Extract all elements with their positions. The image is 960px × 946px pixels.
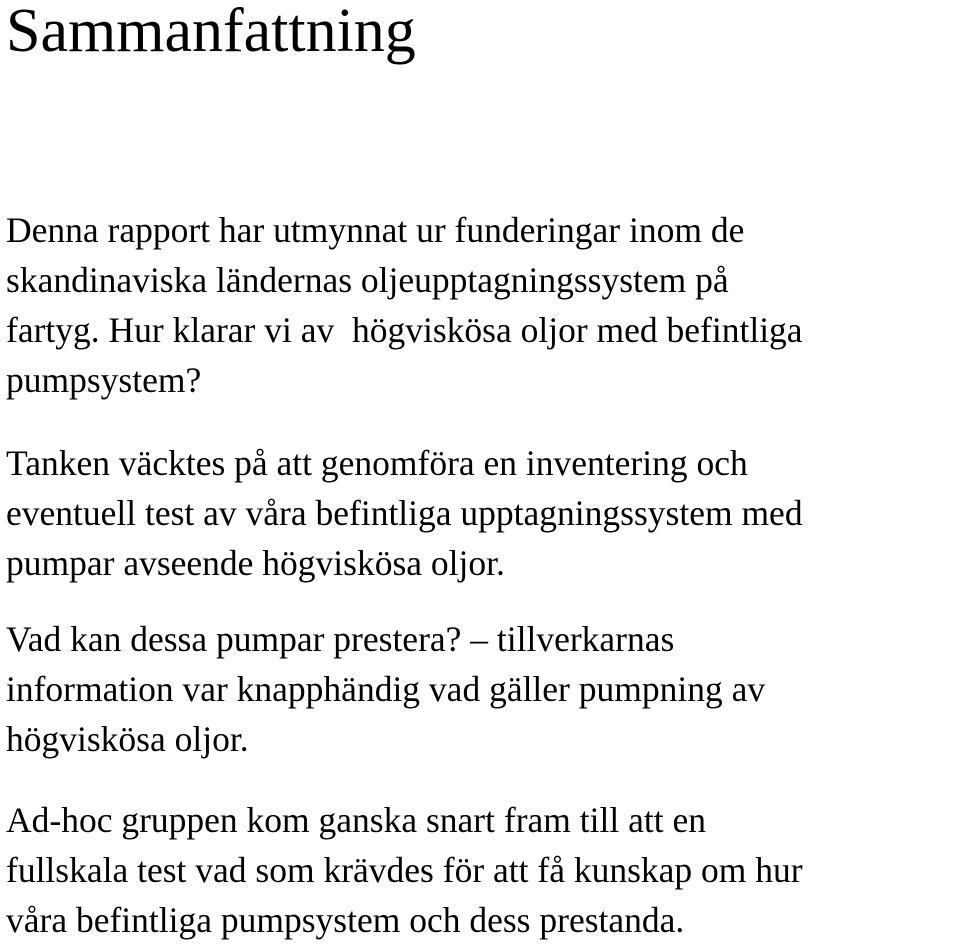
paragraph-line: fullskala test vad som krävdes för att få kunskap om hur (6, 850, 803, 890)
page-title: Sammanfattning (6, 0, 416, 65)
paragraph-line: våra befintliga pumpsystem och dess prestanda. (6, 900, 685, 940)
paragraph-line: högviskösa oljor. (6, 719, 249, 759)
paragraph-line: pumpar avseende högviskösa oljor. (6, 543, 505, 583)
paragraph-line: information var knapphändig vad gäller pumpning av (6, 669, 766, 709)
paragraph-line: Denna rapport har utmynnat ur funderingar inom de (6, 210, 745, 250)
paragraph-line: fartyg. Hur klarar vi av högviskösa oljor med befintliga (6, 310, 803, 350)
paragraph-line: Ad-hoc gruppen kom ganska snart fram till att en (6, 800, 706, 840)
paragraph-line: skandinaviska ländernas oljeupptagningssystem på (6, 260, 729, 300)
paragraph-line: pumpsystem? (6, 360, 202, 400)
paragraph-3 (6, 614, 765, 764)
paragraph-line: eventuell test av våra befintliga upptagningssystem med (6, 493, 803, 533)
paragraph-4 (6, 795, 803, 945)
paragraph-line: Tanken väcktes på att genomföra en inventering och (6, 443, 748, 483)
paragraph-1 (6, 205, 803, 405)
paragraph-2 (6, 438, 803, 588)
paragraph-line: Vad kan dessa pumpar prestera? – tillverkarnas (6, 619, 675, 659)
